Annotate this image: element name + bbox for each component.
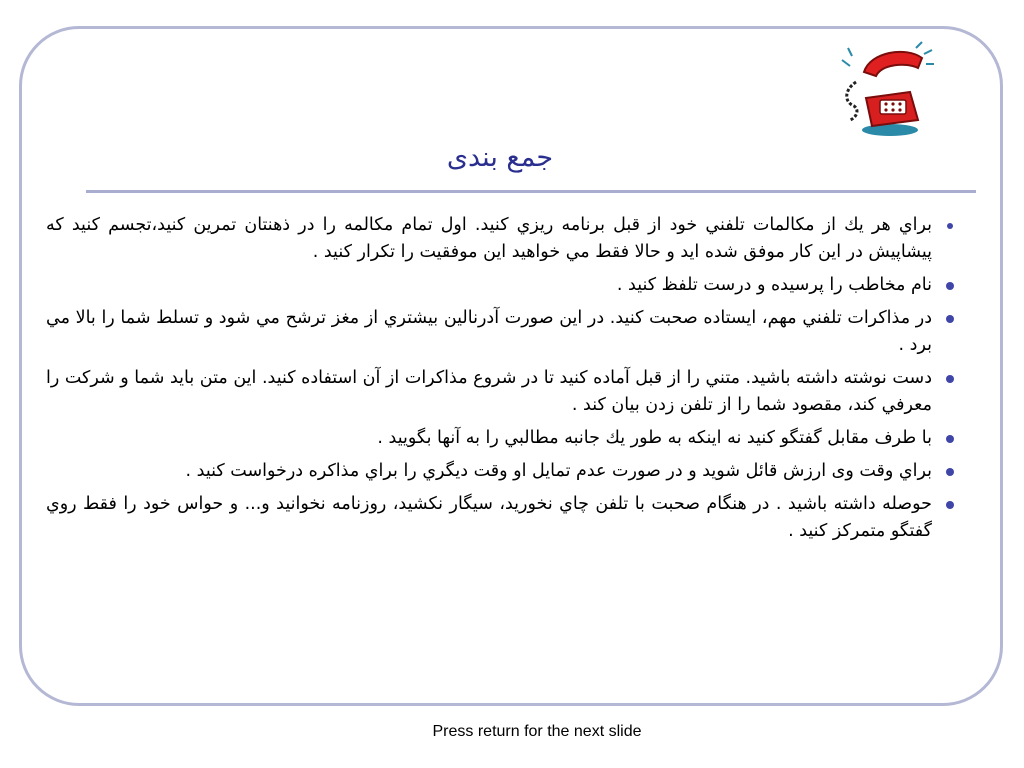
list-item-text: نام مخاطب را پرسيده و درست تلفظ كنيد . <box>616 275 932 295</box>
bullet-icon <box>946 435 954 443</box>
list-item <box>46 491 956 545</box>
bullet-icon <box>946 282 954 290</box>
slide-title: جمع بندی <box>446 142 554 173</box>
red-telephone-icon <box>836 40 936 140</box>
list-item-text: با طرف مقابل گفتگو كنيد نه اينكه به طور يك جانبه مطالبي را به آنها بگوييد . <box>377 428 932 448</box>
list-item <box>46 272 956 299</box>
bullet-list <box>46 212 956 551</box>
bullet-icon <box>946 315 954 323</box>
list-item-text: براي هر يك از مكالمات تلفني خود از قبل برنامه ريزي كنيد. اول تمام مكالمه را در ذهنتان تمرين كنيد،تجسم كنيد كه پيشاپيش در اين كار موفق شده ايد و حالا فقط مي خواهيد اين موفقيت را تكرار كنيد . <box>46 215 932 262</box>
footer-hint: Press return for the next slide <box>432 723 642 740</box>
list-item <box>46 212 956 266</box>
bullet-icon <box>946 468 954 476</box>
list-item-text: دست نوشته داشته باشيد. متني را از قبل آماده كنيد تا در شروع مذاكرات از آن استفاده كنيد. اين متن بايد شما و شركت را معرفي كند، مقصود شما را از تلفن زدن بيان كند . <box>46 368 932 415</box>
list-item-text: براي وقت وی ارزش قائل شويد و در صورت عدم تمايل او وقت ديگري را براي مذاكره درخواست كنيد . <box>185 461 932 481</box>
list-item <box>46 365 956 419</box>
list-item <box>46 305 956 359</box>
bullet-icon <box>946 375 954 383</box>
list-item-text: حوصله داشته باشيد . در هنگام صحبت با تلفن چاي نخوريد، سيگار نكشيد، روزنامه نخوانيد و... و حواس خود را فقط روي گفتگو متمركز كنيد . <box>46 494 932 541</box>
list-item <box>46 458 956 485</box>
list-item-text: در مذاكرات تلفني مهم، ايستاده صحبت كنيد. در اين صورت آدرنالين بيشتري از مغز ترشح مي شود و تسلط شما را بالا مي برد . <box>46 308 932 355</box>
bullet-icon <box>946 501 954 509</box>
list-item <box>46 425 956 452</box>
title-divider <box>86 190 976 193</box>
bullet-icon <box>947 223 953 229</box>
